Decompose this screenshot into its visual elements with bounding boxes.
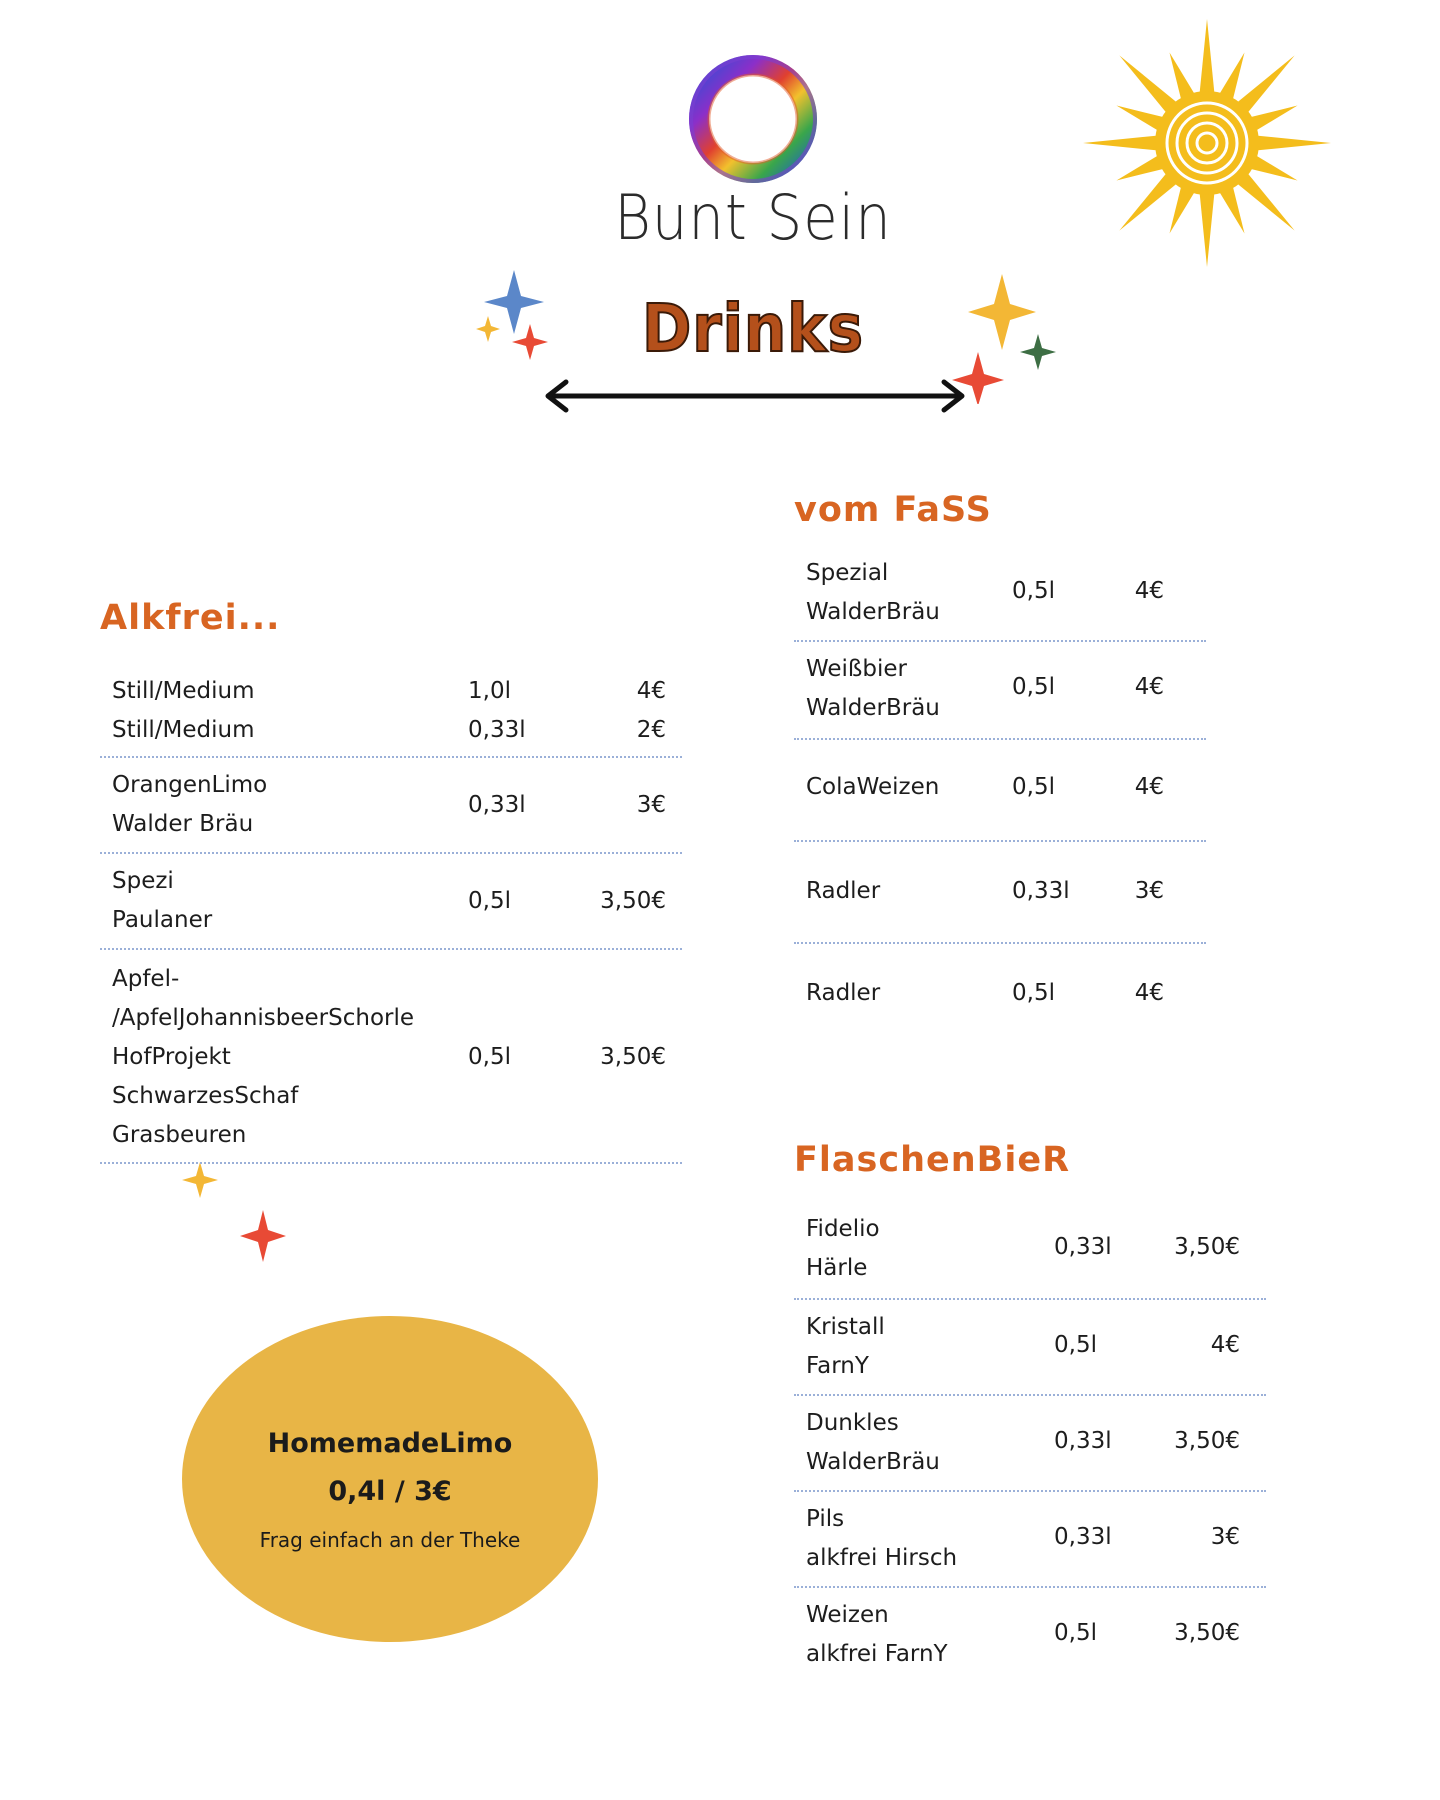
drink-price: 3€ bbox=[1134, 878, 1164, 904]
double-arrow-icon bbox=[540, 378, 970, 414]
drink-price: 4€ 2€ bbox=[636, 678, 666, 743]
section-title-alkfrei: Alkfrei... bbox=[100, 598, 281, 638]
menu-row bbox=[794, 1300, 1266, 1396]
menu-row bbox=[794, 552, 1206, 642]
drink-price: 3,50€ bbox=[1174, 1234, 1240, 1260]
section-title-vom-fass: vom FaSS bbox=[794, 490, 992, 530]
drink-size: 0,5l bbox=[1012, 674, 1055, 700]
drink-name: Radler bbox=[806, 878, 881, 904]
drink-price: 3,50€ bbox=[1174, 1428, 1240, 1454]
drink-price: 4€ bbox=[1210, 1332, 1240, 1358]
drink-price: 3€ bbox=[636, 792, 666, 818]
drink-name: Pils alkfrei Hirsch bbox=[806, 1506, 958, 1571]
drink-size: 0,5l bbox=[1054, 1620, 1097, 1646]
menu-row bbox=[794, 1492, 1266, 1588]
homemade-limo-price: 0,4l / 3€ bbox=[328, 1476, 452, 1507]
drink-size: 0,33l bbox=[1012, 878, 1070, 904]
sparkle-cluster-left-icon bbox=[474, 266, 564, 372]
drink-price: 4€ bbox=[1134, 578, 1164, 604]
menu-row bbox=[794, 1396, 1266, 1492]
menu-row bbox=[100, 854, 682, 950]
sparkle-cluster-right-icon bbox=[950, 270, 1064, 404]
menu-row bbox=[794, 1588, 1266, 1682]
drink-size: 0,5l bbox=[1054, 1332, 1097, 1358]
menu-row bbox=[100, 758, 682, 854]
menu-row bbox=[794, 642, 1206, 740]
menu-row bbox=[794, 842, 1206, 944]
drink-name: ColaWeizen bbox=[806, 774, 940, 800]
drink-size: 0,5l bbox=[1012, 980, 1055, 1006]
drink-size: 0,33l bbox=[1054, 1428, 1112, 1454]
sun-icon bbox=[1078, 14, 1336, 272]
sparkle-red-icon bbox=[238, 1208, 288, 1264]
drink-size: 0,33l bbox=[468, 792, 526, 818]
drink-name: Dunkles WalderBräu bbox=[806, 1410, 940, 1475]
drink-price: 4€ bbox=[1134, 774, 1164, 800]
sparkle-yellow-icon bbox=[180, 1160, 220, 1200]
drink-name: Kristall FarnY bbox=[806, 1314, 885, 1379]
page-title: Drinks bbox=[641, 290, 865, 367]
drink-size: 0,5l bbox=[1012, 774, 1055, 800]
menu-row bbox=[794, 1206, 1266, 1300]
drink-size: 1,0l 0,33l bbox=[468, 678, 526, 743]
menu-row bbox=[100, 666, 682, 758]
drink-price: 4€ bbox=[1134, 980, 1164, 1006]
drink-price: 3,50€ bbox=[600, 1044, 666, 1070]
drink-size: 0,5l bbox=[1012, 578, 1055, 604]
drink-name: Weißbier WalderBräu bbox=[806, 656, 940, 721]
menu-row bbox=[100, 950, 682, 1164]
homemade-limo-note: Frag einfach an der Theke bbox=[259, 1528, 521, 1552]
drink-name: OrangenLimo Walder Bräu bbox=[112, 772, 268, 837]
drink-size: 0,5l bbox=[468, 1044, 511, 1070]
menu-row bbox=[794, 740, 1206, 842]
homemade-limo-name: HomemadeLimo bbox=[267, 1428, 513, 1459]
brand-name: Bunt Sein bbox=[614, 182, 892, 255]
drink-size: 0,33l bbox=[1054, 1524, 1112, 1550]
drink-price: 4€ bbox=[1134, 674, 1164, 700]
drink-name: Weizen alkfrei FarnY bbox=[806, 1602, 948, 1667]
drink-name: Radler bbox=[806, 980, 881, 1006]
drink-name: Still/Medium Still/Medium bbox=[112, 678, 255, 743]
drink-price: 3€ bbox=[1210, 1524, 1240, 1550]
drink-size: 0,33l bbox=[1054, 1234, 1112, 1260]
drink-name: Spezial WalderBräu bbox=[806, 560, 940, 625]
drink-price: 3,50€ bbox=[600, 888, 666, 914]
section-title-flaschenbier: FlaschenBieR bbox=[794, 1140, 1071, 1180]
drink-size: 0,5l bbox=[468, 888, 511, 914]
logo-ring-icon bbox=[678, 44, 828, 194]
drink-name: Spezi Paulaner bbox=[112, 868, 213, 933]
menu-row bbox=[794, 944, 1206, 1044]
homemade-limo-badge bbox=[182, 1316, 598, 1642]
drink-price: 3,50€ bbox=[1174, 1620, 1240, 1646]
drink-name: Apfel- /ApfelJohannisbeerSchorle HofProjekt SchwarzesSchaf Grasbeuren bbox=[112, 966, 415, 1148]
drink-name: Fidelio Härle bbox=[806, 1216, 880, 1281]
